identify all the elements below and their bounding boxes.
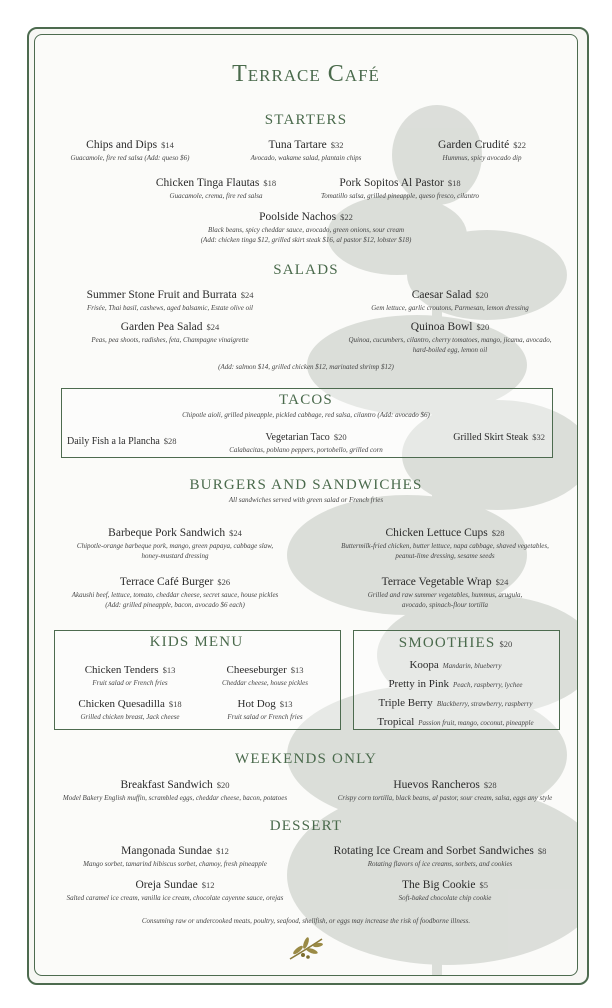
menu-item: [435, 427, 545, 445]
item-name: Chips and Dips: [86, 139, 158, 151]
weekends-heading: WEEKENDS ONLY: [235, 751, 377, 767]
item-name: Garden Crudité: [438, 139, 510, 151]
item-price: $32: [330, 140, 344, 150]
burgers-subtitle: All sandwiches served with green salad or French fries: [228, 496, 384, 504]
food-safety-disclaimer: Consuming raw or undercooked meats, poultry, seafood, shellfish, or eggs may increase the risk of foodborne illness.: [141, 917, 471, 925]
item-desc-cont: honey-mustard dressing: [141, 552, 209, 561]
item-desc: Soft-baked chocolate chip cookie: [398, 894, 492, 902]
item-desc: Blackberry, strawberry, raspberry: [436, 700, 533, 708]
menu-item: [50, 572, 300, 611]
item-desc: Hummus, spicy avocado dip: [442, 154, 522, 162]
item-name: Chicken Tenders: [84, 664, 159, 676]
menu-item: [45, 841, 305, 869]
smoothies-header: [353, 634, 558, 652]
item-name: Koopa: [409, 659, 439, 671]
item-desc: Gem lettuce, garlic croutons, Parmesan, lemon dressing: [371, 304, 529, 312]
item-price: $28: [483, 780, 497, 790]
item-desc: Model Bakery English muffin, scrambled eggs, cheddar cheese, bacon, potatoes: [62, 794, 288, 802]
item-name: Chicken Quesadilla: [78, 698, 165, 710]
salads-addon-note: (Add: salmon $14, grilled chicken $12, marinated shrimp $12): [218, 363, 394, 371]
menu-item: [55, 135, 205, 163]
item-price: $13: [279, 699, 293, 709]
tacos-subtitle: Chipotle aioli, grilled pineapple, pickled cabbage, red salsa, cilantro (Add: avocado $6): [182, 411, 430, 419]
item-desc: Tomatillo salsa, grilled pineapple, queso fresco, cilantro: [320, 192, 480, 200]
item-price: $13: [162, 665, 176, 675]
item-price: $22: [340, 212, 353, 222]
item-price: $13: [290, 665, 304, 675]
item-desc: Black beans, spicy cheddar sauce, avocado, green onions, sour cream: [207, 226, 405, 234]
item-name: Tropical: [377, 716, 415, 728]
salads-heading: SALADS: [273, 262, 339, 278]
item-price: $24: [229, 528, 242, 538]
item-name: Tuna Tartare: [268, 139, 327, 151]
item-price: $22: [513, 140, 526, 150]
item-name: Terrace Café Burger: [119, 576, 214, 588]
menu-item: [200, 660, 330, 688]
smoothies-price: $20: [499, 639, 513, 649]
smoothie-item: [353, 674, 558, 693]
kids-menu-heading: KIDS MENU: [149, 634, 244, 650]
menu-item: [231, 135, 381, 163]
item-name: Huevos Rancheros: [393, 779, 480, 791]
item-desc: Calabacitas, poblano peppers, portobello, grilled corn: [229, 446, 383, 454]
item-price: $18: [263, 178, 277, 188]
smoothies-heading: SMOOTHIES: [398, 635, 496, 651]
menu-item: [45, 875, 305, 903]
item-name: Quinoa Bowl: [410, 321, 473, 333]
item-name: Pork Sopitos Al Pastor: [339, 177, 444, 189]
item-desc: Grilled chicken breast, Jack cheese: [80, 713, 180, 721]
menu-item: [67, 431, 217, 449]
item-desc: Grilled and raw summer vegetables, hummus, arugula,: [367, 591, 523, 599]
item-price: $14: [161, 140, 174, 150]
menu-item: [407, 135, 557, 163]
item-name: Vegetarian Taco: [265, 432, 330, 443]
item-desc-cont: hard-boiled egg, lemon oil: [412, 346, 488, 355]
item-name: Poolside Nachos: [259, 211, 337, 223]
item-desc: Avocado, wakame salad, plantain chips: [250, 154, 362, 162]
menu-item: [221, 427, 391, 455]
item-price: $18: [447, 178, 461, 188]
item-price: $24: [240, 290, 254, 300]
item-price: $20: [333, 432, 347, 442]
item-desc: Guacamole, fire red salsa (Add: queso $6): [70, 154, 190, 162]
menu-item: [325, 317, 575, 356]
item-price: $26: [217, 577, 231, 587]
item-price: $18: [168, 699, 182, 709]
item-price: $5: [479, 880, 488, 890]
item-price: $32: [532, 432, 545, 442]
smoothie-item: [353, 655, 558, 674]
item-name: Grilled Skirt Steak: [453, 432, 529, 443]
item-name: Summer Stone Fruit and Burrata: [86, 289, 237, 301]
item-price: $8: [537, 846, 547, 856]
dessert-heading: DESSERT: [269, 818, 343, 834]
item-price: $20: [216, 780, 230, 790]
menu-item: [320, 523, 570, 562]
item-price: $28: [491, 528, 505, 538]
item-desc: Cheddar cheese, house pickles: [222, 679, 308, 687]
item-desc-cont: peanut-lime dressing, sesame seeds: [395, 552, 495, 561]
item-name: Breakfast Sandwich: [120, 779, 213, 791]
olive-branch-icon: [286, 935, 326, 963]
menu-item: [305, 173, 495, 201]
menu-item: [320, 572, 570, 611]
item-desc: Buttermilk-fried chicken, butter lettuce, napa cabbage, shaved vegetables,: [341, 542, 549, 550]
item-price: $24: [495, 577, 509, 587]
item-desc: Peach, raspberry, lychee: [452, 681, 523, 689]
item-desc: Fruit salad or French fries: [92, 679, 168, 687]
item-name: Mangonada Sundae: [121, 845, 213, 857]
menu-item: [156, 207, 456, 246]
item-desc-addons: (Add: chicken tinga $12, grilled skirt steak $16, al pastor $12, lobster $18): [200, 236, 412, 245]
menu-page: [34, 34, 578, 976]
menu-item: [200, 694, 330, 722]
menu-item: [60, 694, 200, 722]
menu-item: [315, 875, 575, 903]
item-name: Pretty in Pink: [388, 678, 449, 690]
item-desc: Guacamole, crema, fire red salsa: [169, 192, 263, 200]
item-desc-cont: (Add: grilled pineapple, bacon, avocado $6 each): [105, 601, 245, 610]
item-name: Cheeseburger: [226, 664, 287, 676]
item-desc: Crispy corn tortilla, black beans, al pastor, sour cream, salsa, eggs any style: [337, 794, 553, 802]
smoothie-item: [353, 712, 558, 731]
starters-heading: STARTERS: [264, 112, 348, 128]
menu-item: [55, 317, 285, 345]
item-name: Terrace Vegetable Wrap: [381, 576, 492, 588]
item-name: Rotating Ice Cream and Sorbet Sandwiches: [333, 845, 534, 857]
menu-item: [131, 173, 301, 201]
menu-item: [335, 285, 565, 313]
item-name: Hot Dog: [237, 698, 276, 710]
page-title: Terrace Café: [232, 61, 380, 87]
item-desc: Rotating flavors of ice creams, sorbets, and cookies: [367, 860, 513, 868]
item-name: Barbeque Pork Sandwich: [108, 527, 226, 539]
item-desc: Fruit salad or French fries: [227, 713, 303, 721]
item-name: The Big Cookie: [402, 879, 476, 891]
item-price: $24: [206, 322, 220, 332]
item-price: $12: [201, 880, 215, 890]
item-name: Garden Pea Salad: [120, 321, 203, 333]
item-name: Chicken Lettuce Cups: [385, 527, 488, 539]
item-desc: Mandarin, blueberry: [442, 662, 502, 670]
item-name: Chicken Tinga Flautas: [155, 177, 260, 189]
item-desc-cont: avocado, spinach-flour tortilla: [401, 601, 489, 610]
item-name: Caesar Salad: [411, 289, 472, 301]
burgers-heading: BURGERS AND SANDWICHES: [189, 477, 423, 493]
menu-item: [305, 841, 575, 869]
item-desc: Mango sorbet, tamarind hibiscus sorbet, chamoy, fresh pineapple: [83, 860, 267, 868]
menu-item: [55, 285, 285, 313]
item-price: $12: [216, 846, 229, 856]
item-price: $20: [476, 322, 490, 332]
item-name: Oreja Sundae: [135, 879, 198, 891]
item-desc: Passion fruit, mango, coconut, pineapple: [418, 719, 534, 727]
item-desc: Quinoa, cucumbers, cilantro, cherry tomatoes, mango, jicama, avocado,: [348, 336, 552, 344]
item-name: Daily Fish a la Plancha: [67, 436, 160, 447]
menu-item: [60, 660, 200, 688]
menu-item: [45, 775, 305, 803]
item-desc: Akaushi beef, lettuce, tomato, cheddar cheese, secret sauce, house pickles: [71, 591, 279, 599]
smoothie-item: [353, 693, 558, 712]
item-desc: Frisée, Thai basil, cashews, aged balsamic, Estate olive oil: [86, 304, 254, 312]
item-desc: Salted caramel ice cream, vanilla ice cream, chocolate cayenne sauce, orejas: [66, 894, 284, 902]
item-desc: Peas, pea shoots, radishes, feta, Champagne vinaigrette: [91, 336, 249, 344]
item-price: $28: [163, 436, 177, 446]
menu-item: [315, 775, 575, 803]
menu-item: [50, 523, 300, 562]
item-desc: Chipotle-orange barbeque pork, mango, green papaya, cabbage slaw,: [76, 542, 274, 550]
tacos-heading: TACOS: [279, 392, 333, 408]
smoothie-list: [353, 655, 558, 731]
item-name: Triple Berry: [378, 697, 433, 709]
item-price: $20: [475, 290, 489, 300]
